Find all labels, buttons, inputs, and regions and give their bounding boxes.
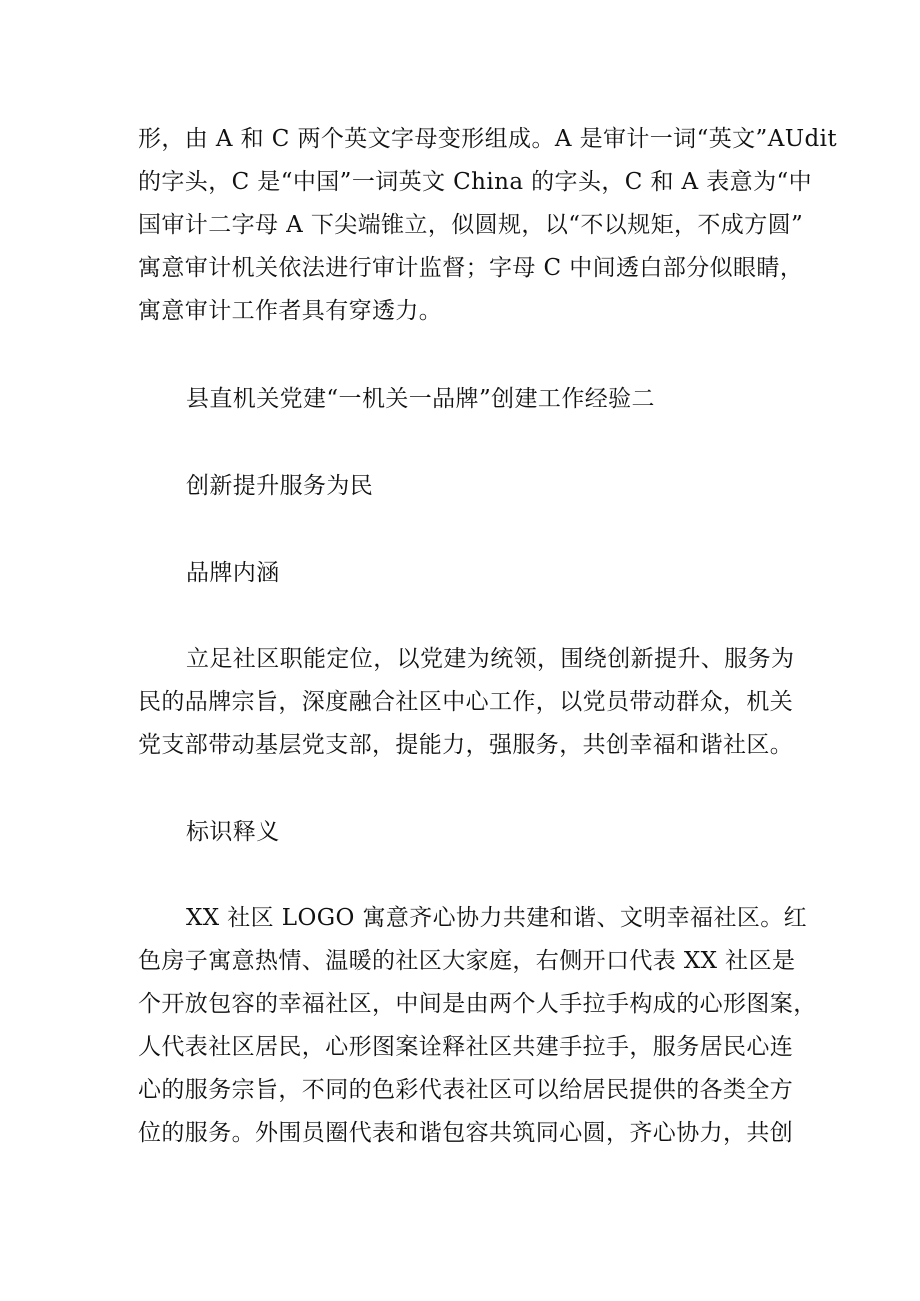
brand-name-heading — [138, 465, 798, 508]
text-line: 人代表社区居民，心形图案诠释社区共建手拉手，服务居民心连 — [138, 1034, 794, 1060]
heading-text: 创新提升服务为民 — [186, 473, 374, 499]
text-line: 形，由 A 和 C 两个英文字母变形组成。A 是审计一词“英文”AUdit — [138, 126, 838, 152]
text-line: 党支部带动基层党支部，提能力，强服务，共创幸福和谐社区。 — [138, 732, 794, 758]
paragraph-community-logo-meaning — [138, 897, 817, 1155]
text-line: 立足社区职能定位，以党建为统领，围绕创新提升、服务为 — [186, 646, 795, 672]
text-line: 个开放包容的幸福社区，中间是由两个人手拉手构成的心形图案， — [138, 991, 817, 1017]
text-line: 寓意审计机关依法进行审计监督；字母 C 中间透白部分似眼睛， — [138, 255, 804, 281]
text-line: XX 社区 LOGO 寓意齐心协力共建和谐、文明幸福社区。红 — [186, 905, 808, 931]
section-heading-experience-two — [138, 378, 798, 421]
text-line: 寓意审计工作者具有穿透力。 — [138, 298, 443, 324]
paragraph-brand-connotation — [138, 638, 798, 767]
text-line: 心的服务宗旨，不同的色彩代表社区可以给居民提供的各类全方 — [138, 1077, 794, 1103]
text-line: 的字头，C 是“中国”一词英文 China 的字头，C 和 A 表意为“中 — [138, 169, 813, 195]
paragraph-audit-logo-meaning — [138, 118, 838, 333]
heading-text: 标识释义 — [186, 819, 280, 845]
heading-text: 品牌内涵 — [186, 560, 280, 586]
text-line: 民的品牌宗旨，深度融合社区中心工作，以党员带动群众，机关 — [138, 689, 794, 715]
brand-connotation-heading — [138, 552, 798, 595]
logo-meaning-heading — [138, 811, 798, 854]
text-line: 位的服务。外围员圈代表和谐包容共筑同心圆，齐心协力，共创 — [138, 1120, 794, 1146]
text-line: 色房子寓意热情、温暖的社区大家庭，右侧开口代表 XX 社区是 — [138, 948, 796, 974]
text-line: 国审计二字母 A 下尖端锥立，似圆规，以“不以规矩，不成方圆” — [138, 212, 804, 238]
heading-text: 县直机关党建“一机关一品牌”创建工作经验二 — [186, 386, 655, 412]
